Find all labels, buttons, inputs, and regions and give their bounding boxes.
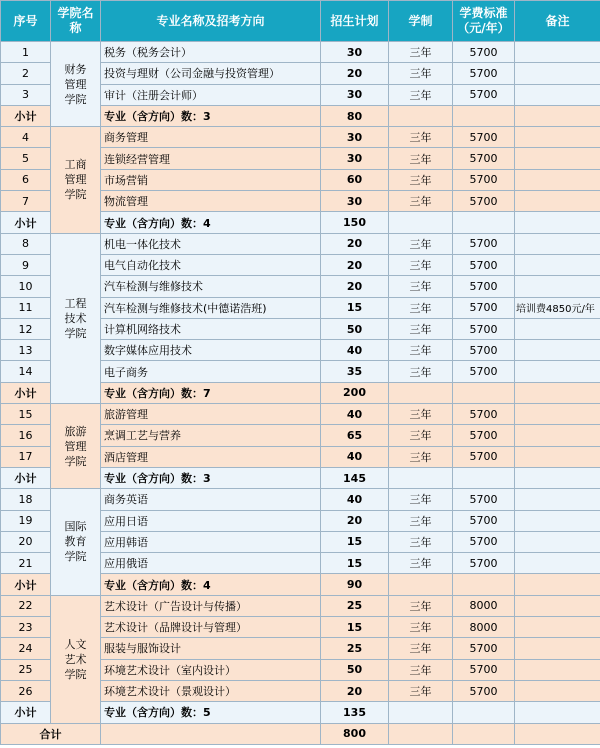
fee-cell: 5700 xyxy=(453,531,515,552)
college-name: 旅游管理学院 xyxy=(64,424,87,468)
remark-cell xyxy=(515,233,600,254)
remark-cell xyxy=(515,148,600,169)
seq-cell: 10 xyxy=(1,276,51,297)
seq-cell: 1 xyxy=(1,42,51,63)
fee-cell: 5700 xyxy=(453,340,515,361)
subtotal-plan: 145 xyxy=(321,467,389,488)
fee-cell: 5700 xyxy=(453,553,515,574)
major-cell: 电气自动化技术 xyxy=(101,254,321,275)
total-plan: 800 xyxy=(321,723,389,744)
duration-cell: 三年 xyxy=(389,531,453,552)
major-cell: 机电一体化技术 xyxy=(101,233,321,254)
major-cell: 环境艺术设计（景观设计） xyxy=(101,680,321,701)
remark-cell xyxy=(515,425,600,446)
duration-cell: 三年 xyxy=(389,63,453,84)
fee-cell: 5700 xyxy=(453,510,515,531)
duration-cell: 三年 xyxy=(389,84,453,105)
remark-cell xyxy=(515,617,600,638)
major-cell: 连锁经营管理 xyxy=(101,148,321,169)
fee-cell: 5700 xyxy=(453,276,515,297)
college-cell xyxy=(51,42,101,127)
duration-cell: 三年 xyxy=(389,446,453,467)
duration-cell: 三年 xyxy=(389,191,453,212)
plan-cell: 40 xyxy=(321,340,389,361)
seq-cell: 19 xyxy=(1,510,51,531)
plan-cell: 50 xyxy=(321,659,389,680)
fee-cell: 5700 xyxy=(453,425,515,446)
major-cell: 投资与理财（公司金融与投资管理） xyxy=(101,63,321,84)
seq-cell: 24 xyxy=(1,638,51,659)
empty-cell xyxy=(515,382,600,403)
major-cell: 艺术设计（广告设计与传播） xyxy=(101,595,321,616)
major-cell: 物流管理 xyxy=(101,191,321,212)
total-row xyxy=(1,723,600,744)
table-row xyxy=(1,127,600,148)
plan-cell: 15 xyxy=(321,617,389,638)
duration-cell: 三年 xyxy=(389,169,453,190)
fee-cell: 5700 xyxy=(453,191,515,212)
plan-cell: 30 xyxy=(321,42,389,63)
seq-cell: 13 xyxy=(1,340,51,361)
empty-cell xyxy=(389,105,453,126)
duration-cell: 三年 xyxy=(389,148,453,169)
plan-cell: 20 xyxy=(321,233,389,254)
major-cell: 市场营销 xyxy=(101,169,321,190)
subtotal-label: 小计 xyxy=(1,574,51,595)
seq-cell: 21 xyxy=(1,553,51,574)
empty-cell xyxy=(515,702,600,723)
empty-cell xyxy=(515,467,600,488)
fee-cell: 5700 xyxy=(453,127,515,148)
table-row xyxy=(1,595,600,616)
college-name: 人文艺术学院 xyxy=(64,637,87,681)
plan-cell: 20 xyxy=(321,510,389,531)
plan-cell: 20 xyxy=(321,63,389,84)
seq-cell: 23 xyxy=(1,617,51,638)
duration-cell: 三年 xyxy=(389,617,453,638)
major-cell: 数字媒体应用技术 xyxy=(101,340,321,361)
subtotal-count: 专业（含方向）数：4 xyxy=(101,212,321,233)
empty-cell xyxy=(389,723,453,744)
subtotal-count: 专业（含方向）数：3 xyxy=(101,467,321,488)
college-name: 工程技术学院 xyxy=(64,296,87,340)
empty-cell xyxy=(453,723,515,744)
remark-cell xyxy=(515,84,600,105)
empty-cell xyxy=(515,212,600,233)
duration-cell: 三年 xyxy=(389,254,453,275)
table-row xyxy=(1,233,600,254)
major-cell: 艺术设计（品牌设计与管理） xyxy=(101,617,321,638)
fee-cell: 5700 xyxy=(453,84,515,105)
duration-cell: 三年 xyxy=(389,276,453,297)
remark-cell xyxy=(515,489,600,510)
remark-cell xyxy=(515,63,600,84)
fee-cell: 5700 xyxy=(453,659,515,680)
subtotal-count: 专业（含方向）数：4 xyxy=(101,574,321,595)
remark-cell xyxy=(515,553,600,574)
fee-cell: 5700 xyxy=(453,318,515,339)
college-name: 财务管理学院 xyxy=(64,62,87,106)
duration-cell: 三年 xyxy=(389,489,453,510)
plan-cell: 15 xyxy=(321,553,389,574)
empty-cell xyxy=(453,702,515,723)
major-cell: 应用俄语 xyxy=(101,553,321,574)
fee-cell: 8000 xyxy=(453,617,515,638)
duration-cell: 三年 xyxy=(389,340,453,361)
subtotal-plan: 150 xyxy=(321,212,389,233)
major-cell: 汽车检测与维修技术 xyxy=(101,276,321,297)
fee-cell: 5700 xyxy=(453,404,515,425)
seq-cell: 17 xyxy=(1,446,51,467)
subtotal-plan: 135 xyxy=(321,702,389,723)
seq-cell: 26 xyxy=(1,680,51,701)
duration-cell: 三年 xyxy=(389,42,453,63)
major-cell: 应用日语 xyxy=(101,510,321,531)
plan-cell: 30 xyxy=(321,191,389,212)
empty-cell xyxy=(515,574,600,595)
major-cell: 审计（注册会计师） xyxy=(101,84,321,105)
seq-cell: 3 xyxy=(1,84,51,105)
empty-cell xyxy=(515,105,600,126)
seq-cell: 6 xyxy=(1,169,51,190)
plan-cell: 20 xyxy=(321,276,389,297)
major-cell: 商务管理 xyxy=(101,127,321,148)
subtotal-label: 小计 xyxy=(1,105,51,126)
fee-cell: 5700 xyxy=(453,63,515,84)
duration-cell: 三年 xyxy=(389,233,453,254)
fee-cell: 5700 xyxy=(453,638,515,659)
duration-cell: 三年 xyxy=(389,553,453,574)
empty-cell xyxy=(389,574,453,595)
plan-cell: 50 xyxy=(321,318,389,339)
duration-cell: 三年 xyxy=(389,425,453,446)
header-fee: 学费标准（元/年） xyxy=(453,1,515,42)
remark-cell xyxy=(515,595,600,616)
seq-cell: 4 xyxy=(1,127,51,148)
remark-cell xyxy=(515,276,600,297)
major-cell: 税务（税务会计） xyxy=(101,42,321,63)
empty-cell xyxy=(453,105,515,126)
plan-cell: 25 xyxy=(321,638,389,659)
table-body xyxy=(1,42,600,745)
remark-cell xyxy=(515,531,600,552)
college-cell xyxy=(51,127,101,233)
major-cell: 旅游管理 xyxy=(101,404,321,425)
empty-cell xyxy=(389,467,453,488)
remark-cell xyxy=(515,680,600,701)
subtotal-label: 小计 xyxy=(1,467,51,488)
table-row xyxy=(1,42,600,63)
fee-cell: 5700 xyxy=(453,254,515,275)
seq-cell: 12 xyxy=(1,318,51,339)
plan-cell: 20 xyxy=(321,680,389,701)
remark-cell xyxy=(515,361,600,382)
duration-cell: 三年 xyxy=(389,638,453,659)
duration-cell: 三年 xyxy=(389,659,453,680)
seq-cell: 7 xyxy=(1,191,51,212)
subtotal-label: 小计 xyxy=(1,212,51,233)
subtotal-count: 专业（含方向）数：5 xyxy=(101,702,321,723)
seq-cell: 11 xyxy=(1,297,51,318)
total-label: 合计 xyxy=(1,723,101,744)
subtotal-label: 小计 xyxy=(1,382,51,403)
empty-cell xyxy=(453,574,515,595)
header-major: 专业名称及招考方向 xyxy=(101,1,321,42)
subtotal-count: 专业（含方向）数：7 xyxy=(101,382,321,403)
plan-cell: 25 xyxy=(321,595,389,616)
college-cell xyxy=(51,595,101,723)
fee-cell: 5700 xyxy=(453,446,515,467)
remark-cell xyxy=(515,191,600,212)
empty-cell xyxy=(515,723,600,744)
seq-cell: 14 xyxy=(1,361,51,382)
plan-cell: 30 xyxy=(321,127,389,148)
header-remark: 备注 xyxy=(515,1,600,42)
remark-cell xyxy=(515,42,600,63)
empty-cell xyxy=(389,702,453,723)
major-cell: 电子商务 xyxy=(101,361,321,382)
header-college: 学院名称 xyxy=(51,1,101,42)
seq-cell: 22 xyxy=(1,595,51,616)
header-row xyxy=(1,1,600,42)
plan-cell: 20 xyxy=(321,254,389,275)
major-cell: 烹调工艺与营养 xyxy=(101,425,321,446)
duration-cell: 三年 xyxy=(389,680,453,701)
seq-cell: 5 xyxy=(1,148,51,169)
remark-cell xyxy=(515,169,600,190)
header-seq: 序号 xyxy=(1,1,51,42)
plan-cell: 30 xyxy=(321,84,389,105)
fee-cell: 5700 xyxy=(453,169,515,190)
major-cell: 汽车检测与维修技术(中德诺浩班) xyxy=(101,297,321,318)
subtotal-plan: 200 xyxy=(321,382,389,403)
plan-cell: 15 xyxy=(321,297,389,318)
college-cell xyxy=(51,233,101,403)
seq-cell: 9 xyxy=(1,254,51,275)
subtotal-label: 小计 xyxy=(1,702,51,723)
duration-cell: 三年 xyxy=(389,510,453,531)
plan-cell: 30 xyxy=(321,148,389,169)
empty-cell xyxy=(453,212,515,233)
table-row xyxy=(1,489,600,510)
remark-cell: 培训费4850元/年 xyxy=(515,297,600,318)
duration-cell: 三年 xyxy=(389,127,453,148)
empty-cell xyxy=(389,382,453,403)
seq-cell: 2 xyxy=(1,63,51,84)
empty-cell xyxy=(389,212,453,233)
duration-cell: 三年 xyxy=(389,361,453,382)
duration-cell: 三年 xyxy=(389,404,453,425)
major-cell: 商务英语 xyxy=(101,489,321,510)
major-cell: 服装与服饰设计 xyxy=(101,638,321,659)
fee-cell: 5700 xyxy=(453,148,515,169)
remark-cell xyxy=(515,510,600,531)
major-cell: 应用韩语 xyxy=(101,531,321,552)
empty-cell xyxy=(101,723,321,744)
remark-cell xyxy=(515,446,600,467)
plan-cell: 60 xyxy=(321,169,389,190)
subtotal-count: 专业（含方向）数：3 xyxy=(101,105,321,126)
plan-cell: 40 xyxy=(321,446,389,467)
remark-cell xyxy=(515,340,600,361)
table-row xyxy=(1,404,600,425)
header-duration: 学制 xyxy=(389,1,453,42)
seq-cell: 15 xyxy=(1,404,51,425)
plan-cell: 65 xyxy=(321,425,389,446)
fee-cell: 5700 xyxy=(453,42,515,63)
duration-cell: 三年 xyxy=(389,318,453,339)
plan-cell: 40 xyxy=(321,489,389,510)
remark-cell xyxy=(515,127,600,148)
remark-cell xyxy=(515,404,600,425)
duration-cell: 三年 xyxy=(389,297,453,318)
remark-cell xyxy=(515,638,600,659)
seq-cell: 25 xyxy=(1,659,51,680)
subtotal-plan: 80 xyxy=(321,105,389,126)
empty-cell xyxy=(453,382,515,403)
header-plan: 招生计划 xyxy=(321,1,389,42)
major-cell: 环境艺术设计（室内设计） xyxy=(101,659,321,680)
college-cell xyxy=(51,404,101,489)
seq-cell: 20 xyxy=(1,531,51,552)
subtotal-plan: 90 xyxy=(321,574,389,595)
fee-cell: 8000 xyxy=(453,595,515,616)
plan-cell: 35 xyxy=(321,361,389,382)
fee-cell: 5700 xyxy=(453,361,515,382)
fee-cell: 5700 xyxy=(453,233,515,254)
remark-cell xyxy=(515,659,600,680)
duration-cell: 三年 xyxy=(389,595,453,616)
seq-cell: 18 xyxy=(1,489,51,510)
fee-cell: 5700 xyxy=(453,680,515,701)
fee-cell: 5700 xyxy=(453,489,515,510)
major-cell: 酒店管理 xyxy=(101,446,321,467)
remark-cell xyxy=(515,318,600,339)
plan-cell: 40 xyxy=(321,404,389,425)
remark-cell xyxy=(515,254,600,275)
college-name: 工商管理学院 xyxy=(64,158,87,202)
college-name: 国际教育学院 xyxy=(64,520,87,564)
college-cell xyxy=(51,489,101,595)
fee-cell: 5700 xyxy=(453,297,515,318)
major-cell: 计算机网络技术 xyxy=(101,318,321,339)
seq-cell: 16 xyxy=(1,425,51,446)
seq-cell: 8 xyxy=(1,233,51,254)
plan-cell: 15 xyxy=(321,531,389,552)
empty-cell xyxy=(453,467,515,488)
